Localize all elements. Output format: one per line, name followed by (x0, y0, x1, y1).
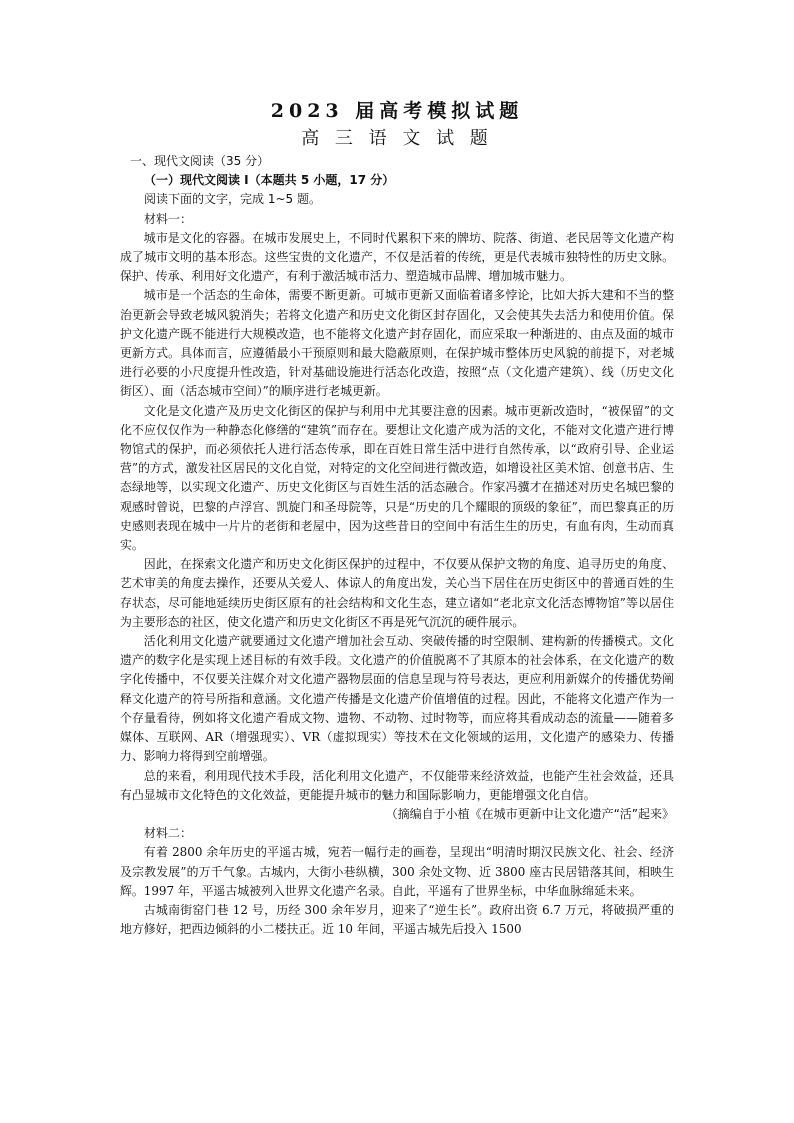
sub-section-heading: （一）现代文阅读 I（本题共 5 小题，17 分） (144, 173, 395, 188)
material-one-paragraph: 因此，在探索文化遗产和历史文化街区保护的过程中，不仅要从保护文物的角度、追寻历史的角度、艺术审美的角度去操作，还要从关爱人、体谅人的角度出发，关心当下居住在历史街区中的普通百姓的生存状态，尽可能地延续历史街区原有的社会结构和文化生态，建立诸如“老北京文化活态博物馆”等以居住为主要形态的社区，使文化遗产和历史文化街区不再是死气沉沉的硬件展示。 (120, 557, 674, 629)
material-two-label: 材料二： (144, 826, 193, 841)
section-heading: 一、现代文阅读（35 分） (130, 154, 270, 168)
exam-body (120, 152, 674, 939)
material-one-paragraph: 文化是文化遗产及历史文化街区的保护与利用中尤其要注意的因素。城市更新改造时，“被保留”的文化不应仅仅作为一种静态化修缮的“建筑”而存在。要想让文化遗产成为活的文化，不能对文化遗产进行博物馆式的保护，而必须依托人进行活态传承，即在百姓日常生活中进行自然传承，以“政府引导、企业运营”的方式，激发社区居民的文化自觉，对特定的文化空间进行微改造，如增设社区美术馆、创意书店、生态绿地等，以实现文化遗产、历史文化街区与百姓生活的活态融合。作家冯骥才在描述对历史名城巴黎的观感时曾说，巴黎的卢浮宫、凯旋门和圣母院等，只是“历史的几个耀眼的顶级的象征”，而巴黎真正的历史感则表现在城中一片片的老街和老屋中，因为这些昔日的空间中有活生生的历史，有血有肉，生动而真实。 (120, 403, 674, 553)
exam-subtitle: 高 三 语 文 试 题 (301, 128, 493, 149)
material-one-paragraph: 城市是一个活态的生命体，需要不断更新。可城市更新又面临着诸多悖论，比如大拆大建和不当的整治更新会导致老城风貌消失；若将文化遗产和历史文化街区封存固化，又会使其失去活力和使用价值。保护文化遗产既不能进行大规模改造，也不能将文化遗产封存固化，而应采取一种渐进的、由点及面的城市更新方式。具体而言，应遵循最小干预原则和最大隐蔽原则，在保护城市整体历史风貌的前提下，对老城进行必要的小尺度提升性改造，针对基础设施进行活态化改造，按照“点（文化遗产建筑）、线（历史文化街区）、面（活态城市空间）”的顺序进行老城更新。 (120, 288, 674, 399)
material-one-paragraph: 总的来看，利用现代技术手段，活化利用文化遗产，不仅能带来经济效益，也能产生社会效益，还具有凸显城市文化特色的文化效益，更能提升城市的魅力和国际影响力，更能增强文化自信。 (120, 768, 674, 802)
material-two-paragraph: 有着 2800 余年历史的平遥古城，宛若一幅行走的画卷，呈现出“明清时期汉民族文化、社会、经济及宗教发展”的万千气象。古城内，大街小巷纵横，300 余处文物、近 3800 座古民居错落其间，相映生辉。1997 年，平遥古城被列入世界文化遗产名录。自此，平遥有了世界坐标，中华血脉绵延未来。 (120, 845, 674, 898)
material-two-paragraph: 古城南街窑门巷 12 号，历经 300 余年岁月，迎来了“逆生长”。政府出资 6.7 万元，将破损严重的地方修好，把西边倾斜的小二楼扶正。近 10 年间，平遥古城先后投入 1500 (120, 902, 674, 937)
exam-title: 2023 届高考模拟试题 (270, 100, 524, 122)
reading-instruction: 阅读下面的文字，完成 1~5 题。 (144, 192, 321, 207)
material-one-paragraph: 城市是文化的容器。在城市发展史上，不同时代累积下来的牌坊、院落、街道、老民居等文化遗产构成了城市文明的基本形态。这些宝贵的文化遗产，不仅是活着的传统，更是代表城市独特性的历史文脉。保护、传承、利用好文化遗产，有利于激活城市活力、塑造城市品牌、增加城市魅力。 (120, 230, 674, 284)
material-one-source: （摘编自于小植《在城市更新中让文化遗产“活”起来》 (385, 806, 674, 821)
material-one-paragraph: 活化利用文化遗产就要通过文化遗产增加社会互动、突破传播的时空限制、建构新的传播模式。文化遗产的数字化是实现上述目标的有效手段。文化遗产的价值脱离不了其原本的社会体系，在文化遗产的数字化传播中，不仅要关注媒介对文化遗产器物层面的信息呈现与符号表达，更应利用新媒介的传播优势阐释文化遗产的符号所指和意涵。文化遗产传播是文化遗产价值增值的过程。因此，不能将文化遗产作为一个存量看待，例如将文化遗产看成文物、遗物、不动物、过时物等，而应将其看成动态的流量——随着多媒体、互联网、AR（增强现实）、VR（虚拟现实）等技术在文化领域的运用，文化遗产的感染力、传播力、影响力将得到空前增强。 (120, 634, 674, 764)
material-one-label: 材料一： (144, 211, 193, 226)
